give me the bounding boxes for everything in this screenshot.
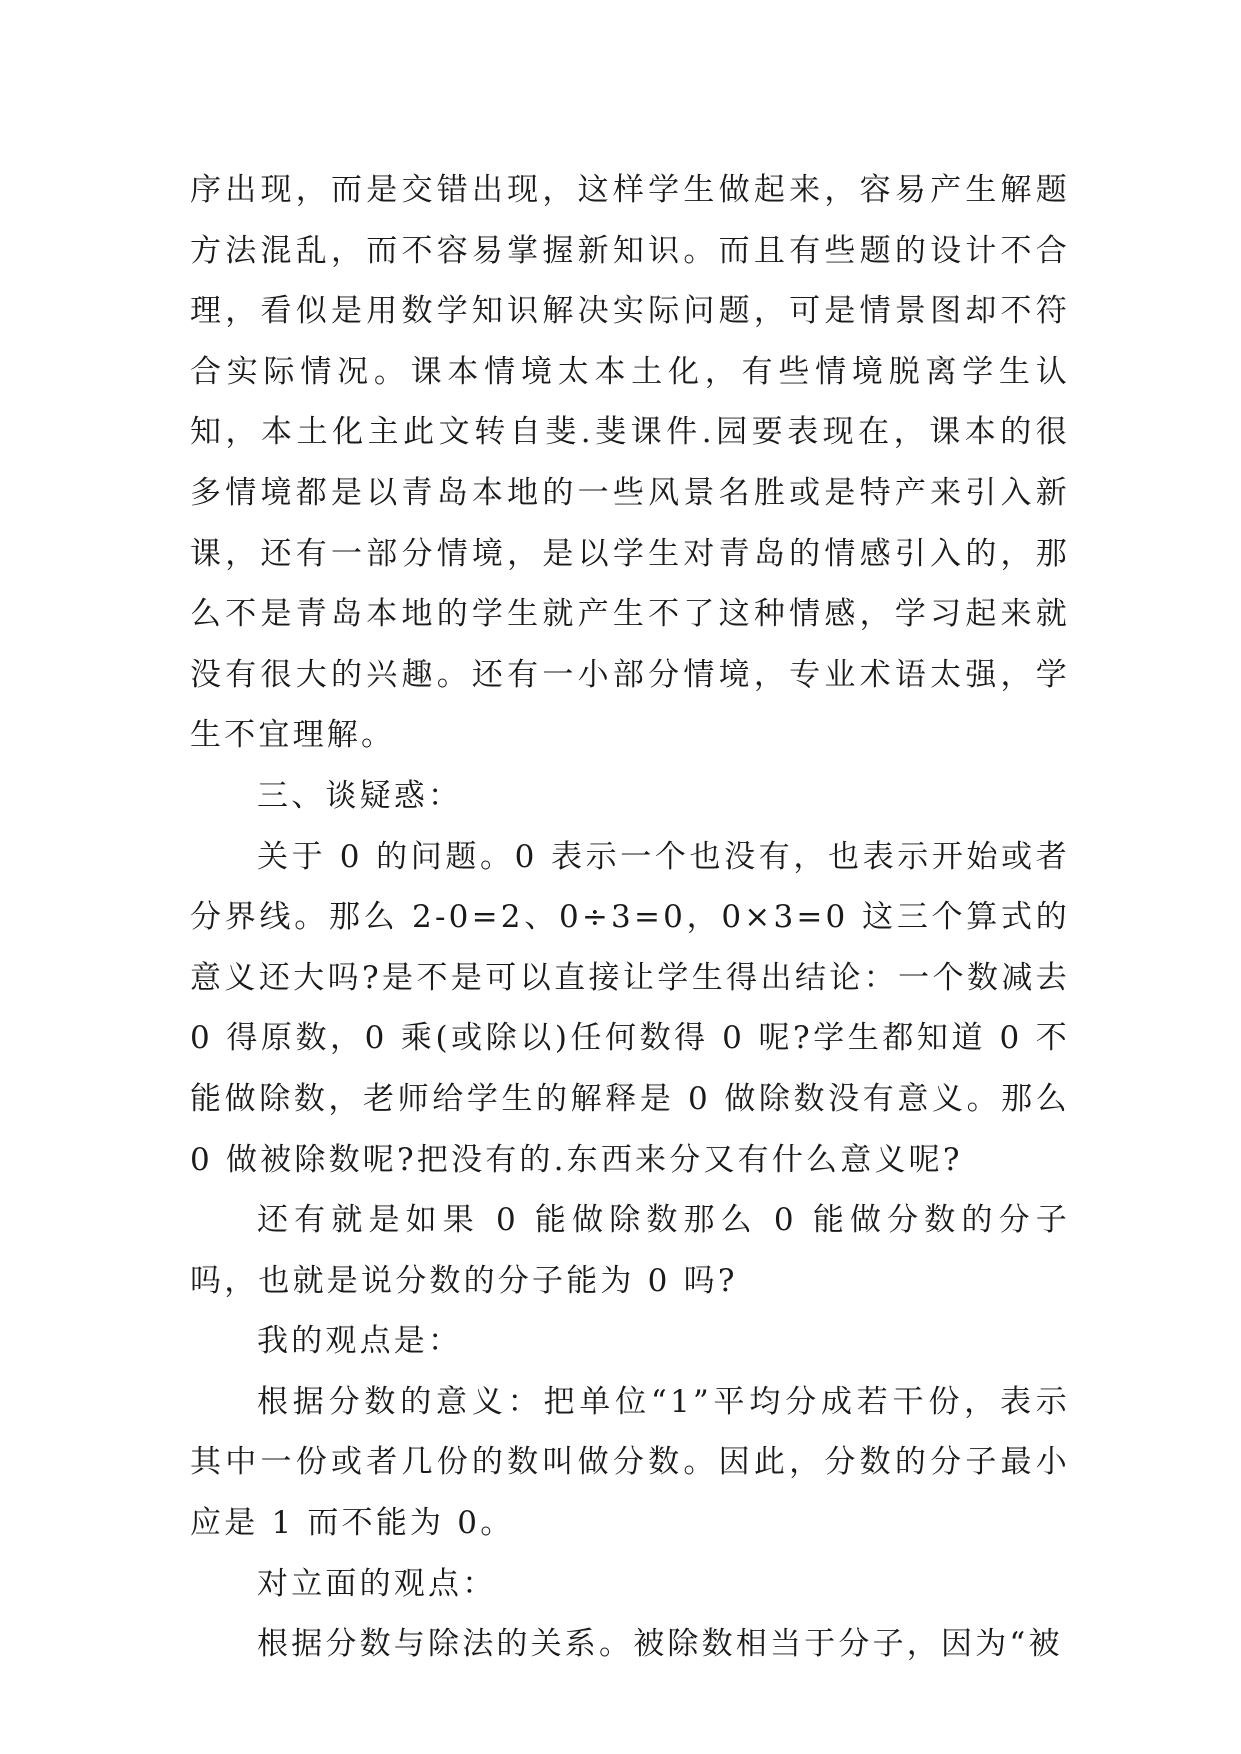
document-body <box>190 160 1070 1675</box>
paragraph-my-view-heading: 我的观点是： <box>257 1323 463 1360</box>
paragraph-continuation: 序出现，而是交错出现，这样学生做起来，容易产生解题方法混乱，而不容易掌握新知识。而且有些题的设计不合理，看似是用数学知识解决实际问题，可是情景图却不符合实际情况。课本情境太本土化，有些情境脱离学生认知，本土化主此文转自斐.斐课件.园要表现在，课本的很多情境都是以青岛本地的一些风景名胜或是特产来引入新课，还有一部分情境，是以学生对青岛的情感引入的，那么不是青岛本地的学生就产生不了这种情感，学习起来就没有很大的兴趣。还有一小部分情境，专业术语太强，学生不宜理解。 <box>190 172 1070 754</box>
paragraph-opposing-view-heading: 对立面的观点： <box>257 1565 497 1602</box>
paragraph-zero-question: 关于 0 的问题。0 表示一个也没有，也表示开始或者分界线。那么 2-0=2、0÷3=0，0×3=0 这三个算式的意义还大吗?是不是可以直接让学生得出结论：一个数减去 0 得原数，0 乘(或除以)任何数得 0 呢?学生都知道 0 不能做除数，老师给学生的解释是 0 做除数没有意义。那么 0 做被除数呢?把没有的.东西来分又有什么意义呢? <box>190 838 1070 1178</box>
paragraph-opposing-view: 根据分数与除法的关系。被除数相当于分子，因为“被 <box>257 1626 1063 1663</box>
paragraph-my-view: 根据分数的意义：把单位“1”平均分成若干份，表示其中一份或者几份的数叫做分数。因此，分数的分子最小应是 1 而不能为 0。 <box>190 1383 1070 1542</box>
section-heading-doubts: 三、谈疑惑： <box>257 777 463 814</box>
paragraph-zero-numerator: 还有就是如果 0 能做除数那么 0 能做分数的分子吗，也就是说分数的分子能为 0 吗? <box>190 1202 1070 1299</box>
